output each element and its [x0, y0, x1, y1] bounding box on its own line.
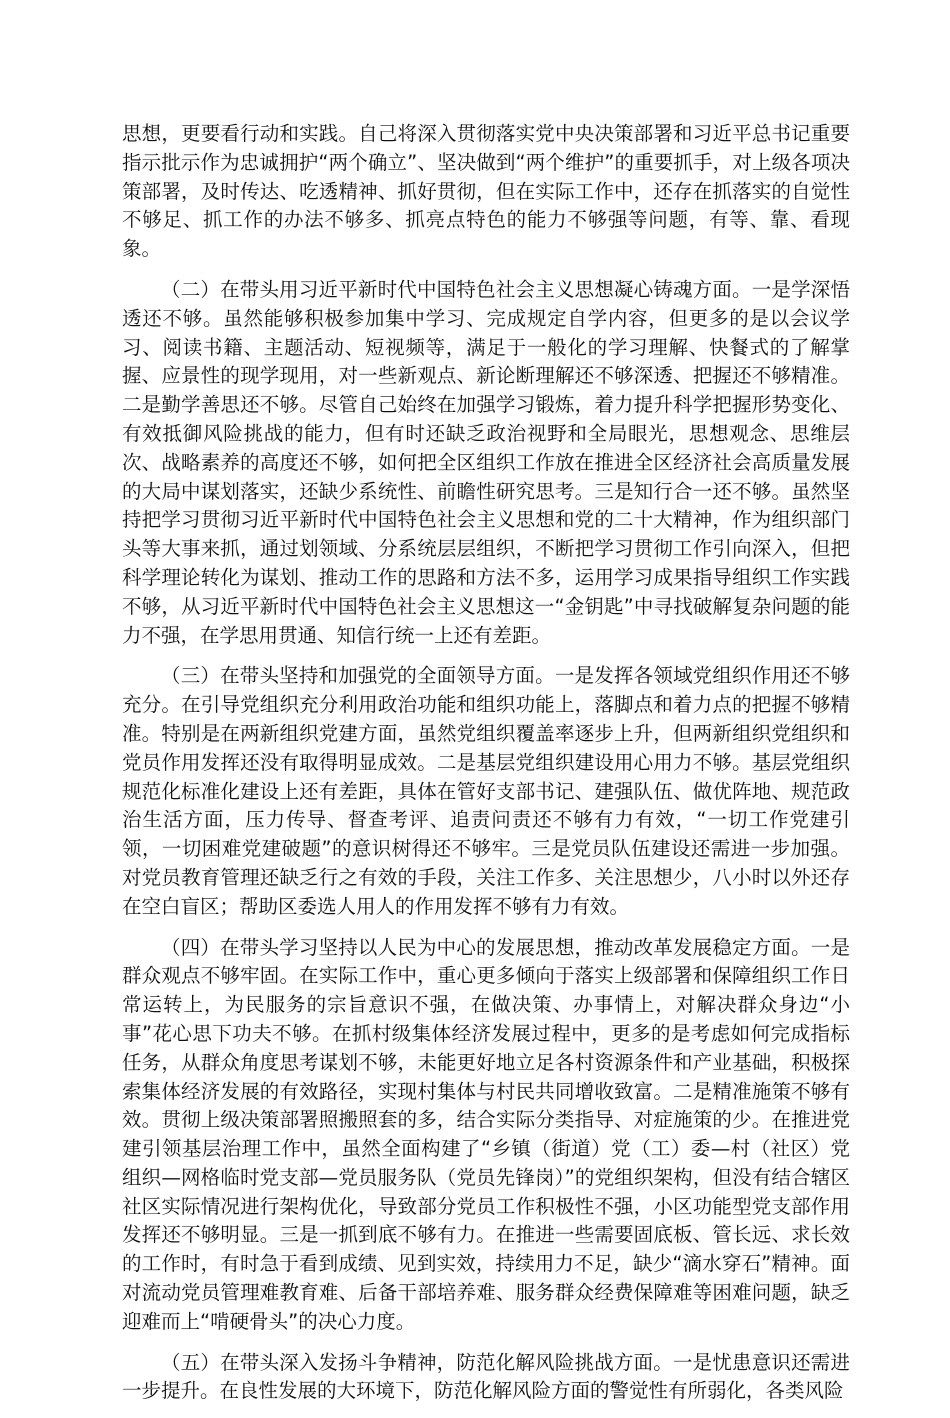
- paragraph-section-3: （三）在带头坚持和加强党的全面领导方面。一是发挥各领域党组织作用还不够充分。在引导党组织充分利用政治功能和组织功能上，落脚点和着力点的把握不够精准。特别是在两新组织党建方面，虽然党组织覆盖率逐步上升，但两新组织党组织和党员作用发挥还没有取得明显成效。二是基层党组织建设用心用力不够。基层党组织规范化标准化建设上还有差距，具体在管好支部书记、建强队伍、做优阵地、规范政治生活方面，压力传导、督查考评、追责问责还不够有力有效，“一切工作党建引领，一切困难党建破题”的意识树得还不够牢。三是党员队伍建设还需进一步加强。对党员教育管理还缺乏行之有效的手段，关注工作多、关注思想少，八小时以外还存在空白盲区；帮助区委选人用人的作用发挥不够有力有效。: [122, 664, 850, 918]
- paragraph-section-2: （二）在带头用习近平新时代中国特色社会主义思想凝心铸魂方面。一是学深悟透还不够。虽然能够积极参加集中学习、完成规定自学内容，但更多的是以会议学习、阅读书籍、主题活动、短视频等，满足于一般化的学习理解、快餐式的了解掌握、应景性的现学现用，对一些新观点、新论断理解还不够深透、把握还不够精准。二是勤学善思还不够。尽管自己始终在加强学习锻炼，着力提升科学把握形势变化、有效抵御风险挑战的能力，但有时还缺乏政治视野和全局眼光，思想观念、思维层次、战略素养的高度还不够，如何把全区组织工作放在推进全区经济社会高质量发展的大局中谋划落实，还缺少系统性、前瞻性研究思考。三是知行合一还不够。虽然坚持把学习贯彻习近平新时代中国特色社会主义思想和党的二十大精神，作为组织部门头等大事来抓，通过划领域、分系统层层组织，不断把学习贯彻工作引向深入，但把科学理论转化为谋划、推动工作的思路和方法不多，运用学习成果指导组织工作实践不够，从习近平新时代中国特色社会主义思想这一“金钥匙”中寻找破解复杂问题的能力不强，在学思用贯通、知信行统一上还有差距。: [122, 277, 850, 647]
- document-body: [122, 120, 850, 1418]
- paragraph-section-5: （五）在带头深入发扬斗争精神，防范化解风险挑战方面。一是忧患意识还需进一步提升。在良性发展的大环境下，防范化解风险方面的警觉性有所弱化，各类风险: [122, 1350, 850, 1403]
- paragraph-section-4: （四）在带头学习坚持以人民为中心的发展思想，推动改革发展稳定方面。一是群众观点不够牢固。在实际工作中，重心更多倾向于落实上级部署和保障组织工作日常运转上，为民服务的宗旨意识不强，在做决策、办事情上，对解决群众身边“小事”花心思下功夫不够。在抓村级集体经济发展过程中，更多的是考虑如何完成指标任务，从群众角度思考谋划不够，未能更好地立足各村资源条件和产业基础，积极探索集体经济发展的有效路径，实现村集体与村民共同增收致富。二是精准施策不够有效。贯彻上级决策部署照搬照套的多，结合实际分类指导、对症施策的少。在推进党建引领基层治理工作中，虽然全面构建了“乡镇（街道）党（工）委—村（社区）党组织—网格临时党支部—党员服务队（党员先锋岗）”的党组织架构，但没有结合辖区社区实际情况进行架构优化，导致部分党员工作积极性不强，小区功能型党支部作用发挥还不够明显。三是一抓到底不够有力。在推进一些需要固底板、管长远、求长效的工作时，有时急于看到成绩、见到实效，持续用力不足，缺少“滴水穿石”精神。面对流动党员管理难教育难、后备干部培养难、服务群众经费保障难等困难问题，缺乏迎难而上“啃硬骨头”的决心力度。: [122, 935, 850, 1333]
- paragraph-continuation: 思想，更要看行动和实践。自己将深入贯彻落实党中央决策部署和习近平总书记重要指示批示作为忠诚拥护“两个确立”、坚决做到“两个维护”的重要抓手，对上级各项决策部署，及时传达、吃透精神、抓好贯彻，但在实际工作中，还存在抓落实的自觉性不够足、抓工作的办法不够多、抓亮点特色的能力不够强等问题，有等、靠、看现象。: [122, 122, 850, 261]
